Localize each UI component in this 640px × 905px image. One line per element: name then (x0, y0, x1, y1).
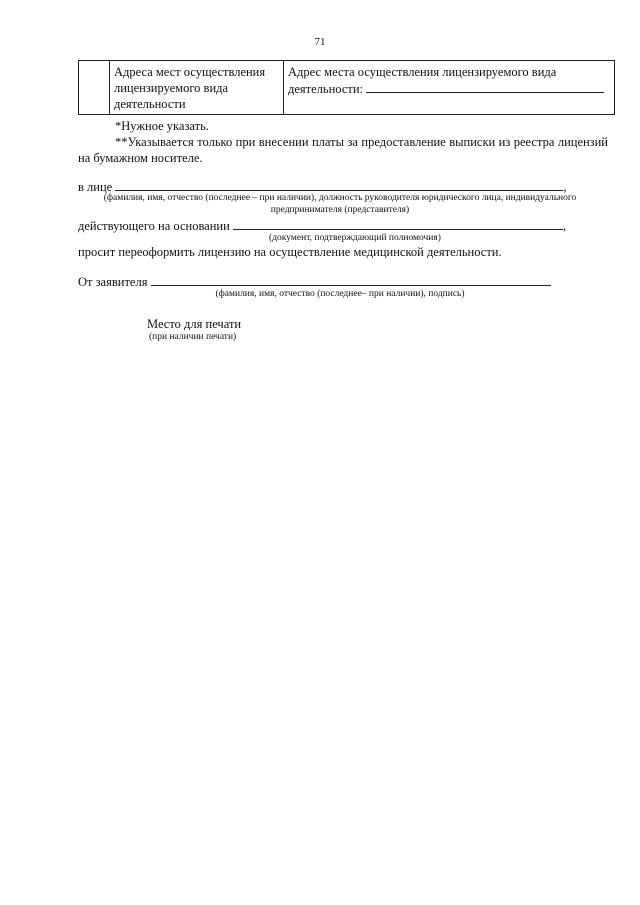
note-required: *Нужное указать. (115, 119, 209, 133)
note-extract-fee: **Указывается только при внесении платы за предоставление выписки из реестра лицензий на бумажном носителе. (78, 135, 608, 165)
value-line-1: Адрес места осуществления лицензируемого вида (288, 65, 557, 79)
v-litse-label: в лице (78, 180, 113, 194)
value-prefix: деятельности: (288, 82, 364, 96)
address-blank-long[interactable] (428, 80, 604, 93)
stamp-hint: (при наличии печати) (149, 332, 237, 342)
row-label-cell: Адреса мест осуществления лицензируемого вида деятельности (110, 61, 284, 115)
representative-name-blank-2[interactable] (235, 178, 563, 191)
osnovanie-hint: (документ, подтверждающий полномочия) (269, 233, 441, 243)
stamp-label: Место для печати (147, 317, 242, 331)
request-text: просит переоформить лицензию на осуществление медицинской деятельности. (78, 245, 502, 259)
address-blank-short[interactable] (366, 80, 428, 93)
row-value-cell (284, 61, 615, 115)
representative-name-blank-1[interactable] (115, 178, 235, 191)
applicant-label: От заявителя (78, 275, 148, 289)
applicant-signature-blank[interactable] (151, 273, 551, 286)
value-line-2 (288, 80, 610, 97)
row-number-cell (79, 61, 110, 115)
comma: , (562, 219, 567, 233)
applicant-hint: (фамилия, имя, отчество (последнее– при наличии), подпись) (215, 289, 465, 299)
comma: , (563, 180, 567, 194)
osnovanie-label: действующего на основании (78, 219, 230, 233)
table-row (79, 61, 615, 115)
license-address-table (78, 60, 615, 115)
v-litse-hint: (фамилия, имя, отчество (последнее – при наличии), должность руководителя юридического лица, индивидуального предпринимателя (представителя) (103, 193, 577, 215)
authority-document-blank-1[interactable] (233, 217, 523, 230)
page-number: 71 (314, 36, 326, 48)
authority-document-blank-2[interactable] (523, 217, 563, 230)
